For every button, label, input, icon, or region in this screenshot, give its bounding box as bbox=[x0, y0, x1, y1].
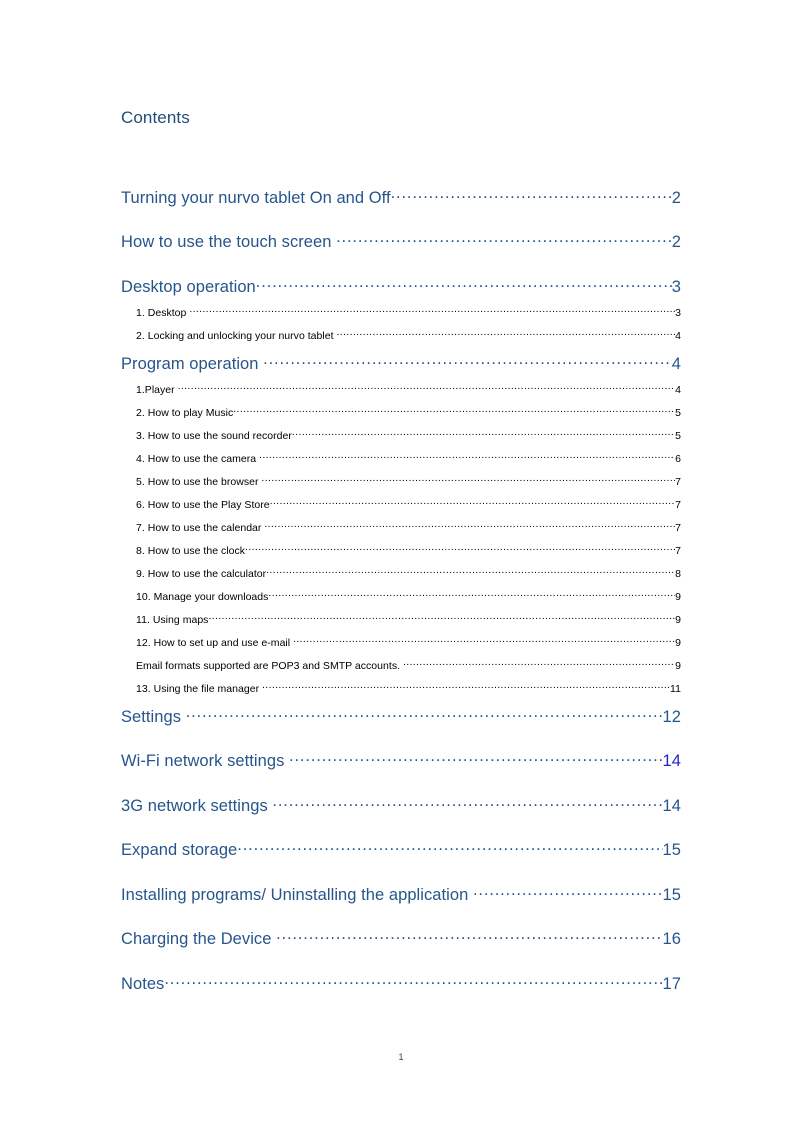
dot-leader bbox=[268, 590, 675, 601]
row-spacer bbox=[121, 512, 681, 521]
toc-entry-page-number: 4 bbox=[671, 354, 681, 373]
toc-entry-label: Settings bbox=[121, 707, 186, 726]
toc-entry-page-number: 3 bbox=[675, 307, 681, 319]
row-spacer bbox=[121, 673, 681, 682]
toc-entry-page-number: 9 bbox=[675, 660, 681, 672]
row-spacer bbox=[121, 650, 681, 659]
dot-leader bbox=[259, 452, 675, 463]
row-spacer bbox=[121, 727, 681, 750]
toc-entry-page-number: 7 bbox=[675, 476, 681, 488]
row-spacer bbox=[121, 627, 681, 636]
toc-entry-label: 8. How to use the clock bbox=[136, 545, 246, 557]
toc-entry-label: Expand storage bbox=[121, 841, 238, 859]
toc-entry-level2[interactable] bbox=[136, 636, 681, 651]
toc-entry-level2[interactable] bbox=[136, 590, 681, 605]
row-spacer bbox=[121, 374, 681, 383]
row-spacer bbox=[121, 208, 681, 231]
toc-entry-label: Notes bbox=[121, 974, 165, 993]
toc-entry-level2[interactable] bbox=[136, 613, 681, 628]
dot-leader bbox=[261, 475, 675, 486]
row-spacer bbox=[121, 816, 681, 839]
toc-entry-page-number: 7 bbox=[675, 499, 681, 511]
dot-leader bbox=[336, 231, 672, 248]
dot-leader bbox=[391, 186, 672, 203]
dot-leader bbox=[264, 521, 675, 532]
row-spacer bbox=[121, 320, 681, 329]
toc-entry-page-number: 5 bbox=[675, 407, 681, 419]
page-title: Contents bbox=[121, 108, 190, 127]
toc-entry-level2[interactable] bbox=[136, 521, 681, 536]
row-spacer bbox=[121, 905, 681, 928]
dot-leader bbox=[262, 682, 670, 693]
row-spacer bbox=[121, 252, 681, 275]
dot-leader bbox=[237, 839, 662, 856]
toc-entry-level2[interactable] bbox=[136, 544, 681, 559]
dot-leader bbox=[272, 794, 662, 811]
toc-entry-label: 10. Manage your downloads bbox=[136, 591, 269, 603]
row-spacer bbox=[121, 604, 681, 613]
toc-entry-label: 9. How to use the calculator bbox=[136, 568, 267, 580]
toc-entry-page-number: 17 bbox=[662, 974, 681, 993]
toc-entry-page-number: 6 bbox=[675, 453, 681, 465]
toc-entry-label: Program operation bbox=[121, 354, 264, 373]
row-spacer bbox=[121, 860, 681, 883]
dot-leader bbox=[208, 613, 675, 624]
title-spacer bbox=[121, 130, 681, 186]
toc-entry-level2[interactable] bbox=[136, 567, 681, 582]
toc-entry-label: 6. How to use the Play Store bbox=[136, 499, 270, 511]
toc-entry-page-number: 15 bbox=[662, 841, 681, 859]
toc-entry-level1[interactable] bbox=[121, 705, 681, 727]
toc-entry-page-number: 2 bbox=[671, 188, 681, 207]
dot-leader bbox=[293, 636, 675, 647]
dot-leader bbox=[473, 883, 663, 900]
toc-entry-level2[interactable] bbox=[136, 659, 681, 674]
toc-entry-level1[interactable] bbox=[121, 275, 681, 297]
toc-entry-page-number: 16 bbox=[662, 930, 681, 948]
toc-entry-label: 2. How to play Music bbox=[136, 407, 234, 419]
toc-entry-level1[interactable] bbox=[121, 839, 681, 861]
toc-entry-level2[interactable] bbox=[136, 406, 681, 421]
toc-entry-label: 5. How to use the browser bbox=[136, 476, 262, 488]
toc-entry-label: 4. How to use the camera bbox=[136, 453, 260, 465]
toc-entry-level2[interactable] bbox=[136, 306, 681, 321]
row-spacer bbox=[121, 466, 681, 475]
row-spacer bbox=[121, 297, 681, 306]
dot-leader bbox=[289, 750, 663, 767]
dot-leader bbox=[263, 352, 672, 369]
toc-entry-level2[interactable] bbox=[136, 498, 681, 513]
dot-leader bbox=[189, 306, 675, 317]
toc-entry-label: 11. Using maps bbox=[136, 614, 209, 626]
toc-entry-page-number: 2 bbox=[671, 233, 681, 251]
toc-entry-page-number: 4 bbox=[675, 384, 681, 396]
toc-entry-label: How to use the touch screen bbox=[121, 233, 337, 251]
toc-entry-level1[interactable] bbox=[121, 750, 681, 772]
toc-entry-label: 3G network settings bbox=[121, 796, 273, 815]
toc-entry-label: 12. How to set up and use e-mail bbox=[136, 637, 294, 649]
toc-entry-page-number: 9 bbox=[675, 637, 681, 649]
toc-entry-page-number: 9 bbox=[675, 614, 681, 626]
dot-leader bbox=[403, 659, 675, 670]
row-spacer bbox=[121, 489, 681, 498]
toc-entry-label: Charging the Device bbox=[121, 930, 277, 948]
toc-entry-label: Wi-Fi network settings bbox=[121, 752, 290, 770]
toc-entry-label: 2. Locking and unlocking your nurvo tablet bbox=[136, 330, 337, 342]
dot-leader bbox=[256, 275, 672, 292]
dot-leader bbox=[276, 928, 662, 945]
toc-entry-level1[interactable] bbox=[121, 928, 681, 950]
table-of-contents bbox=[121, 106, 681, 994]
toc-entry-level2[interactable] bbox=[136, 682, 681, 697]
toc-entry-page-number: 7 bbox=[675, 545, 681, 557]
dot-leader bbox=[337, 329, 676, 340]
toc-entry-page-number: 11 bbox=[670, 683, 681, 695]
toc-entry-page-number: 14 bbox=[662, 796, 681, 815]
row-spacer bbox=[121, 343, 681, 352]
toc-entry-label: Email formats supported are POP3 and SMTP accounts. bbox=[136, 660, 403, 672]
toc-entry-level2[interactable] bbox=[136, 475, 681, 490]
toc-entry-label: Turning your nurvo tablet On and Off bbox=[121, 188, 391, 207]
toc-entry-label: 3. How to use the sound recorder bbox=[136, 430, 292, 442]
row-spacer bbox=[121, 535, 681, 544]
toc-entry-page-number: 12 bbox=[662, 707, 681, 726]
row-spacer bbox=[121, 949, 681, 972]
toc-entry-label: 13. Using the file manager bbox=[136, 683, 263, 695]
row-spacer bbox=[121, 696, 681, 705]
row-spacer bbox=[121, 558, 681, 567]
footer-page-number: 1 bbox=[398, 1052, 404, 1062]
dot-leader bbox=[233, 406, 675, 417]
toc-entry-page-number: 15 bbox=[662, 885, 681, 904]
toc-entry-label: 7. How to use the calendar bbox=[136, 522, 265, 534]
dot-leader bbox=[266, 567, 675, 578]
toc-entry-level1[interactable] bbox=[121, 794, 681, 816]
row-spacer bbox=[121, 397, 681, 406]
row-spacer bbox=[121, 420, 681, 429]
dot-leader bbox=[245, 544, 675, 555]
row-spacer bbox=[121, 771, 681, 794]
dot-leader bbox=[270, 498, 675, 509]
toc-entry-level1[interactable] bbox=[121, 972, 681, 994]
toc-entry-level1[interactable] bbox=[121, 231, 681, 253]
toc-entry-label: Desktop operation bbox=[121, 277, 256, 296]
toc-entry-page-number: 8 bbox=[675, 568, 681, 580]
toc-entry-level2[interactable] bbox=[136, 452, 681, 467]
toc-entry-level1[interactable] bbox=[121, 883, 681, 905]
toc-entry-level2[interactable] bbox=[136, 383, 681, 398]
toc-entry-label: 1.Player bbox=[136, 384, 178, 396]
dot-leader bbox=[186, 705, 663, 722]
toc-entry-label: 1. Desktop bbox=[136, 307, 190, 319]
toc-entry-label: Installing programs/ Uninstalling the application bbox=[121, 885, 473, 904]
toc-entry-page-number: 14 bbox=[662, 752, 681, 770]
toc-entry-page-number: 5 bbox=[675, 430, 681, 442]
toc-entry-page-number: 7 bbox=[675, 522, 681, 534]
toc-entry-level1[interactable] bbox=[121, 186, 681, 208]
toc-entry-level2[interactable] bbox=[136, 429, 681, 444]
toc-entry-list bbox=[121, 186, 681, 994]
toc-entry-page-number: 9 bbox=[675, 591, 681, 603]
dot-leader bbox=[178, 383, 676, 394]
toc-entry-page-number: 4 bbox=[675, 330, 681, 342]
toc-entry-level2[interactable] bbox=[136, 329, 681, 344]
toc-entry-level1[interactable] bbox=[121, 352, 681, 374]
dot-leader bbox=[164, 972, 662, 989]
dot-leader bbox=[292, 429, 675, 440]
row-spacer bbox=[121, 581, 681, 590]
row-spacer bbox=[121, 443, 681, 452]
toc-entry-page-number: 3 bbox=[671, 277, 681, 296]
